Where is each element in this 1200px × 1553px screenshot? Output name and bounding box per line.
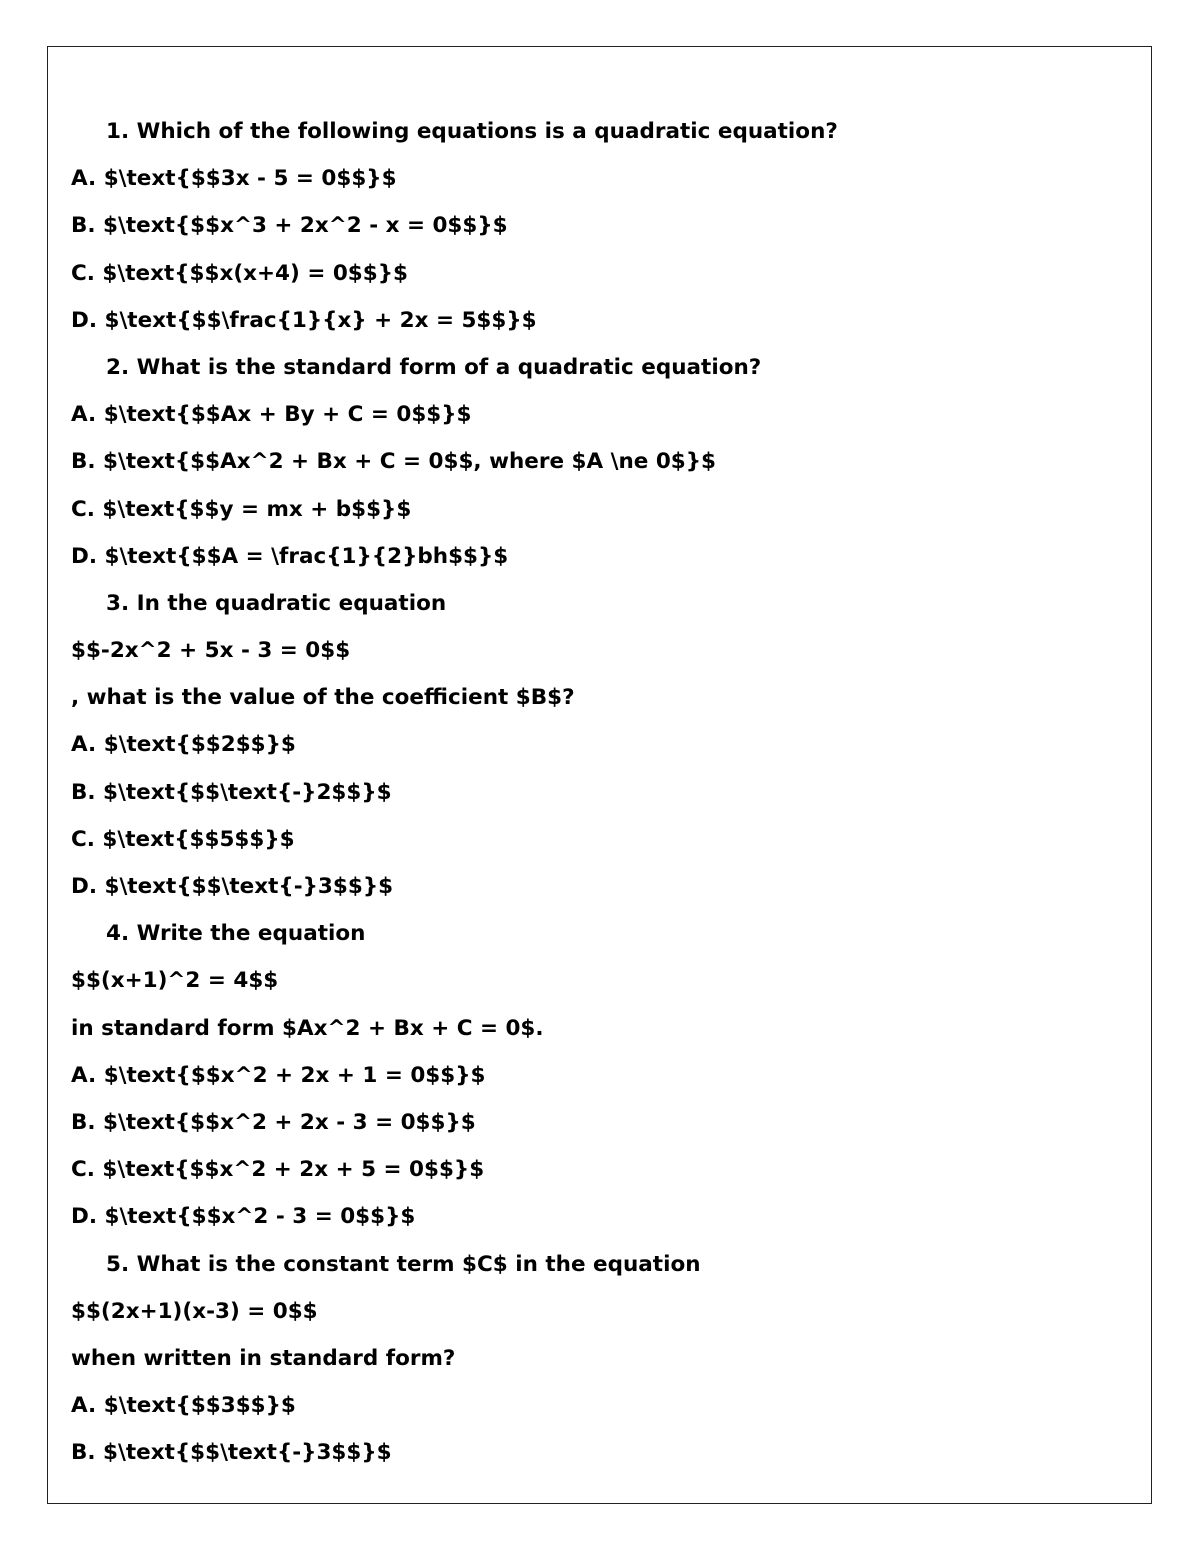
question-4-equation: $$(x+1)^2 = 4$$: [71, 968, 279, 994]
question-4-option-a: A. $\text{$$x^2 + 2x + 1 = 0$$}$: [71, 1062, 486, 1088]
question-3-prompt: , what is the value of the coefficient $B$?: [71, 685, 575, 711]
question-4-option-d: D. $\text{$$x^2 - 3 = 0$$}$: [71, 1204, 416, 1230]
question-1-option-b: B. $\text{$$x^3 + 2x^2 - x = 0$$}$: [71, 213, 508, 239]
question-5-equation: $$(2x+1)(x-3) = 0$$: [71, 1298, 318, 1324]
question-5-option-b: B. $\text{$$\text{-}3$$}$: [71, 1440, 392, 1466]
question-1-option-d: D. $\text{$$\frac{1}{x} + 2x = 5$$}$: [71, 307, 537, 333]
question-5-prompt: when written in standard form?: [71, 1345, 456, 1371]
question-2-option-c: C. $\text{$$y = mx + b$$}$: [71, 496, 412, 522]
quiz-content: [71, 112, 1131, 1480]
question-1-option-a: A. $\text{$$3x - 5 = 0$$}$: [71, 166, 397, 192]
question-4-option-c: C. $\text{$$x^2 + 2x + 5 = 0$$}$: [71, 1157, 485, 1183]
question-3-option-a: A. $\text{$$2$$}$: [71, 732, 296, 758]
question-3-option-d: D. $\text{$$\text{-}3$$}$: [71, 874, 394, 899]
question-2-option-b: B. $\text{$$Ax^2 + Bx + C = 0$$, where $A \ne 0$}$: [71, 449, 716, 475]
question-3-title: 3. In the quadratic equation: [106, 590, 447, 616]
question-2-title: 2. What is the standard form of a quadratic equation?: [106, 354, 762, 380]
question-3-equation: $$-2x^2 + 5x - 3 = 0$$: [71, 638, 351, 664]
question-4-title: 4. Write the equation: [106, 921, 366, 947]
question-3-option-c: C. $\text{$$5$$}$: [71, 826, 295, 852]
question-2-option-d: D. $\text{$$A = \frac{1}{2}bh$$}$: [71, 543, 509, 569]
question-1-title: 1. Which of the following equations is a quadratic equation?: [106, 119, 838, 144]
question-4-prompt: in standard form $Ax^2 + Bx + C = 0$.: [71, 1015, 544, 1041]
question-5-option-a: A. $\text{$$3$$}$: [71, 1393, 296, 1419]
question-1-option-c: C. $\text{$$x(x+4) = 0$$}$: [71, 260, 408, 286]
question-2-option-a: A. $\text{$$Ax + By + C = 0$$}$: [71, 402, 472, 428]
question-3-option-b: B. $\text{$$\text{-}2$$}$: [71, 779, 392, 805]
question-4-option-b: B. $\text{$$x^2 + 2x - 3 = 0$$}$: [71, 1109, 476, 1135]
question-5-title: 5. What is the constant term $C$ in the equation: [106, 1251, 701, 1277]
